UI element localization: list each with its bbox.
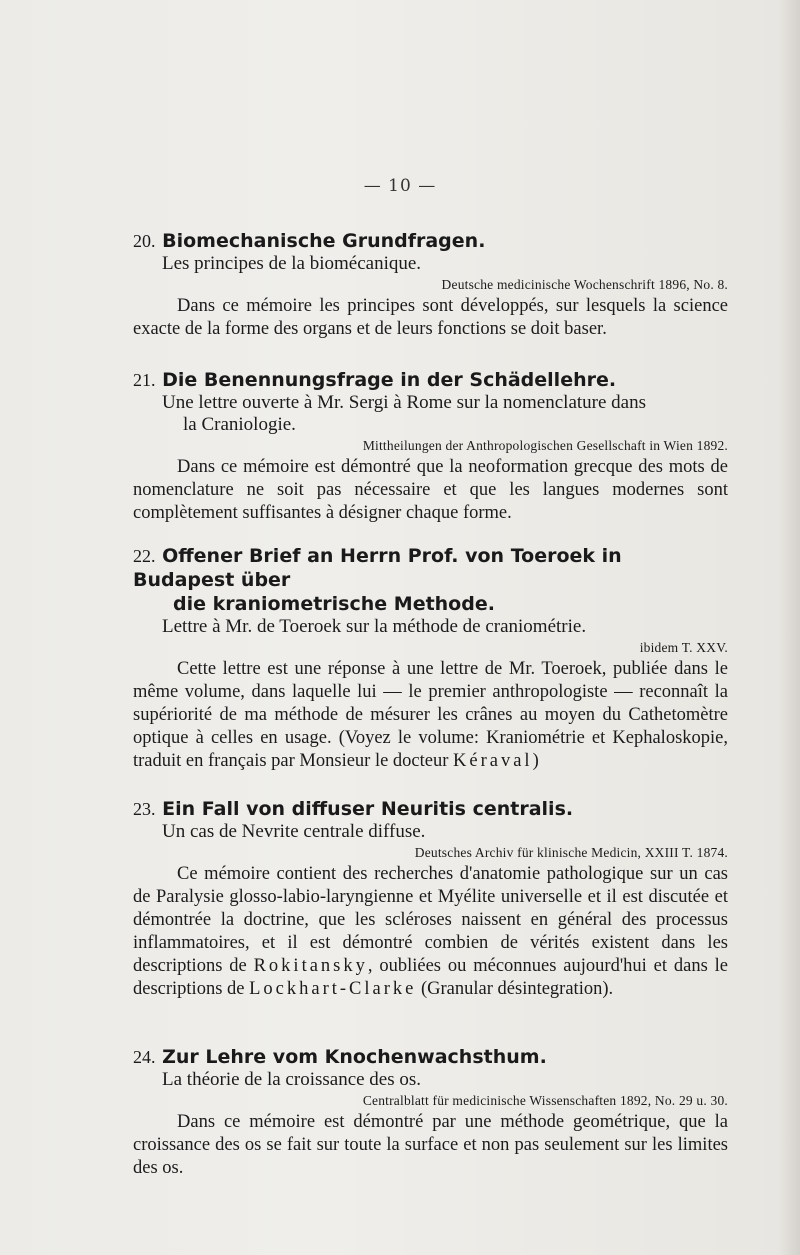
entry-subtitle: La théorie de la croissance des os. [162, 1069, 422, 1090]
entry-title [133, 368, 728, 392]
page-number: — 10 — [363, 176, 437, 196]
entry-source: Mittheilungen der Anthropologischen Gesellschaft in Wien 1892. [362, 438, 728, 453]
entry-body: Ce mémoire contient des recherches d'anatomie pathologique sur un cas de Paralysie glosso-labio-laryngienne et Myélite universelle et il est discutée et démontrée la doctrine, que les scléroses naissent en général des processus inflammatoires, et il est démontré combien de vérités existent dans les descriptions de Rokitansky, oubliées ou méconnues aujourd'hui et dans le descriptions de Lockhart-Clarke (Granular désintegration). [133, 864, 728, 999]
entry-title-text: Biomechanische Grundfragen. [162, 230, 486, 252]
entry-title [133, 1045, 728, 1069]
author-name-rokitansky: Rokitansky [253, 956, 368, 976]
entry-title-text: Offener Brief an Herrn Prof. von Toeroek in Budapest über [133, 545, 622, 591]
entry-source: Deutsche medicinische Wochenschrift 1896, No. 8. [441, 277, 728, 292]
entry-source: Centralblatt für medicinische Wissenschaften 1892, No. 29 u. 30. [362, 1093, 728, 1108]
entry-subtitle: Un cas de Nevrite centrale diffuse. [162, 821, 426, 842]
entry-title-text: Zur Lehre vom Knochenwachsthum. [162, 1046, 547, 1068]
entry-title-text: Die Benennungsfrage in der Schädellehre. [162, 369, 617, 391]
entry-title [133, 797, 728, 821]
entry-body: Cette lettre est une réponse à une lettre de Mr. Toeroek, publiée dans le même volume, dans laquelle lui — le premier anthropologiste — reconnaît la supériorité de ma méthode de mésurer les crânes au moyen du Cathetomètre optique à celles en usage. (Voyez le volume: Kraniométrie et Kephaloskopie, traduit en français par Monsieur le docteur Kéraval) [133, 659, 728, 771]
entry-number: 23. [133, 799, 156, 819]
entry-body: Dans ce mémoire les principes sont développés, sur lesquels la science exacte de la forme des organs et de leurs fonctions se doit baser. [133, 296, 728, 339]
entry-subtitle-continued: la Craniologie. [183, 414, 296, 435]
entry-body: Dans ce mémoire est démontré par une méthode geométrique, que la croissance des os se fait sur toute la surface et non pas seulement sur les limites des os. [133, 1112, 728, 1178]
entry-subtitle: Lettre à Mr. de Toeroek sur la méthode de craniométrie. [162, 616, 587, 637]
bibliography-entry-23 [133, 797, 728, 1001]
entry-title-text: Ein Fall von diffuser Neuritis centralis. [162, 798, 574, 820]
bibliography-entry-24 [133, 1045, 728, 1180]
bibliography-entry-22 [133, 544, 728, 773]
entry-source: ibidem T. XXV. [639, 640, 728, 655]
entry-source: Deutsches Archiv für klinische Medicin, XXIII T. 1874. [414, 845, 728, 860]
author-name-keraval: Kéraval [453, 751, 533, 771]
entry-number: 20. [133, 231, 156, 251]
bibliography-entry-20 [133, 229, 728, 341]
bibliography-entry-21 [133, 368, 728, 525]
entry-body: Dans ce mémoire est démontré que la neoformation grecque des mots de nomenclature ne soit pas nécessaire et que les langues modernes sont complètement suffisantes à désigner chaque forme. [133, 457, 728, 523]
entry-title [133, 544, 728, 592]
entry-subtitle: Les principes de la biomécanique. [162, 253, 422, 274]
entry-number: 21. [133, 370, 156, 390]
entry-number: 24. [133, 1047, 156, 1067]
entry-title [133, 229, 728, 253]
entry-number: 22. [133, 546, 156, 566]
entry-title-continued: die kraniometrische Methode. [173, 593, 495, 615]
entry-subtitle: Une lettre ouverte à Mr. Sergi à Rome sur la nomenclature dans [162, 392, 646, 413]
author-name-lockhart-clarke: Lockhart-Clarke [249, 979, 417, 999]
